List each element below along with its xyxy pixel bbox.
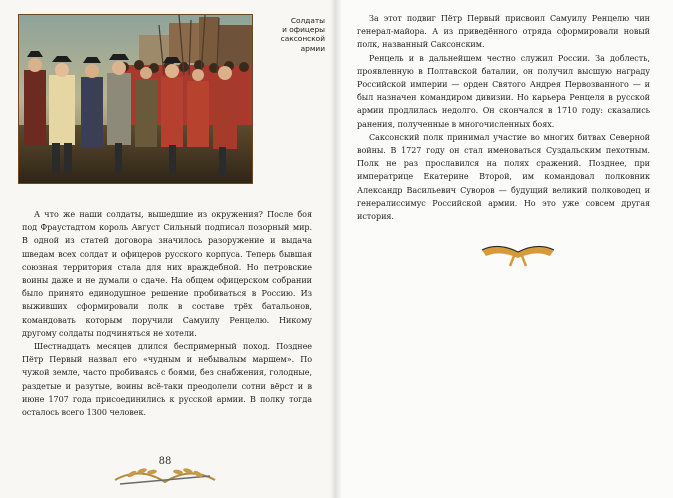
paragraph: Саксонский полк принимал участие во многих битвах Северной войны. В 1727 году он стал именоваться Суздальским пехотным. Полк не раз прославился на полях сражений. Позднее, при императрице Екатерине Второй, им командовал полковник Александр Васильевич Суворов — будущий великий полководец и генералиссимус Российской армии. Но это уже совсем другая история. — [357, 132, 650, 222]
paragraph: Шестнадцать месяцев длился беспримерный поход. Позднее Пётр Первый назвал его «чудным и небывалым маршем». По чужой земле, часто пробиваясь с боями, без снабжения, голодные, раздетые и разутые, воины всё-таки преодолели сотни вёрст и в июне 1707 года присоединились к русской армии. В полку тогда осталось всего 1300 человек. — [22, 342, 312, 418]
caption-line: армии — [300, 43, 325, 53]
left-body-text — [22, 208, 312, 419]
right-body-text — [357, 12, 650, 223]
ribbon-ornament — [478, 238, 558, 268]
caption-line: саксонской — [280, 34, 325, 44]
paragraph: А что же наши солдаты, вышедшие из окружения? После боя под Фраустадтом король Август Сильный подписал позорный мир. В одной из статей договора значилось разоружение и выдача шведам всех солдат и офицеров русского корпуса. Теперь бывшая союзная территория стала для них враждебной. Но петровские воины даже и не думали о сдаче. На общем офицерском собрании было принято единодушное решение пробиваться в Россию. Из выживших сформировали полк в составе трёх батальонов, командовать которым поручили Самуилу Ренцелю. Никому другому солдаты подчиняться не хотели. — [22, 210, 312, 338]
laurel-sword-ornament — [110, 446, 220, 492]
caption-line: и офицеры — [282, 25, 325, 35]
book-gutter — [330, 0, 342, 498]
left-page — [0, 0, 336, 498]
page-number: 88 — [158, 456, 172, 467]
paragraph: Ренцель и в дальнейшем честно служил России. За доблесть, проявленную в Полтавской баталии, он получил высшую награду Российской империи — орден Святого Андрея Первозванного — и был назначен командиром дивизии. Но карьера Ренцеля в русской армии продлилась недолго. Он скончался в 1710 году: сказались ранения, полученные в многочисленных боях. — [357, 53, 650, 129]
paragraph: За этот подвиг Пётр Первый присвоил Самуилу Ренцелю чин генерал-майора. А из приведённого отряда сформировали новый полк, названный Саксонским. — [357, 14, 650, 50]
painting-saxon-soldiers — [18, 14, 253, 184]
caption-line: Солдаты — [290, 16, 325, 25]
painting-caption — [257, 16, 325, 53]
